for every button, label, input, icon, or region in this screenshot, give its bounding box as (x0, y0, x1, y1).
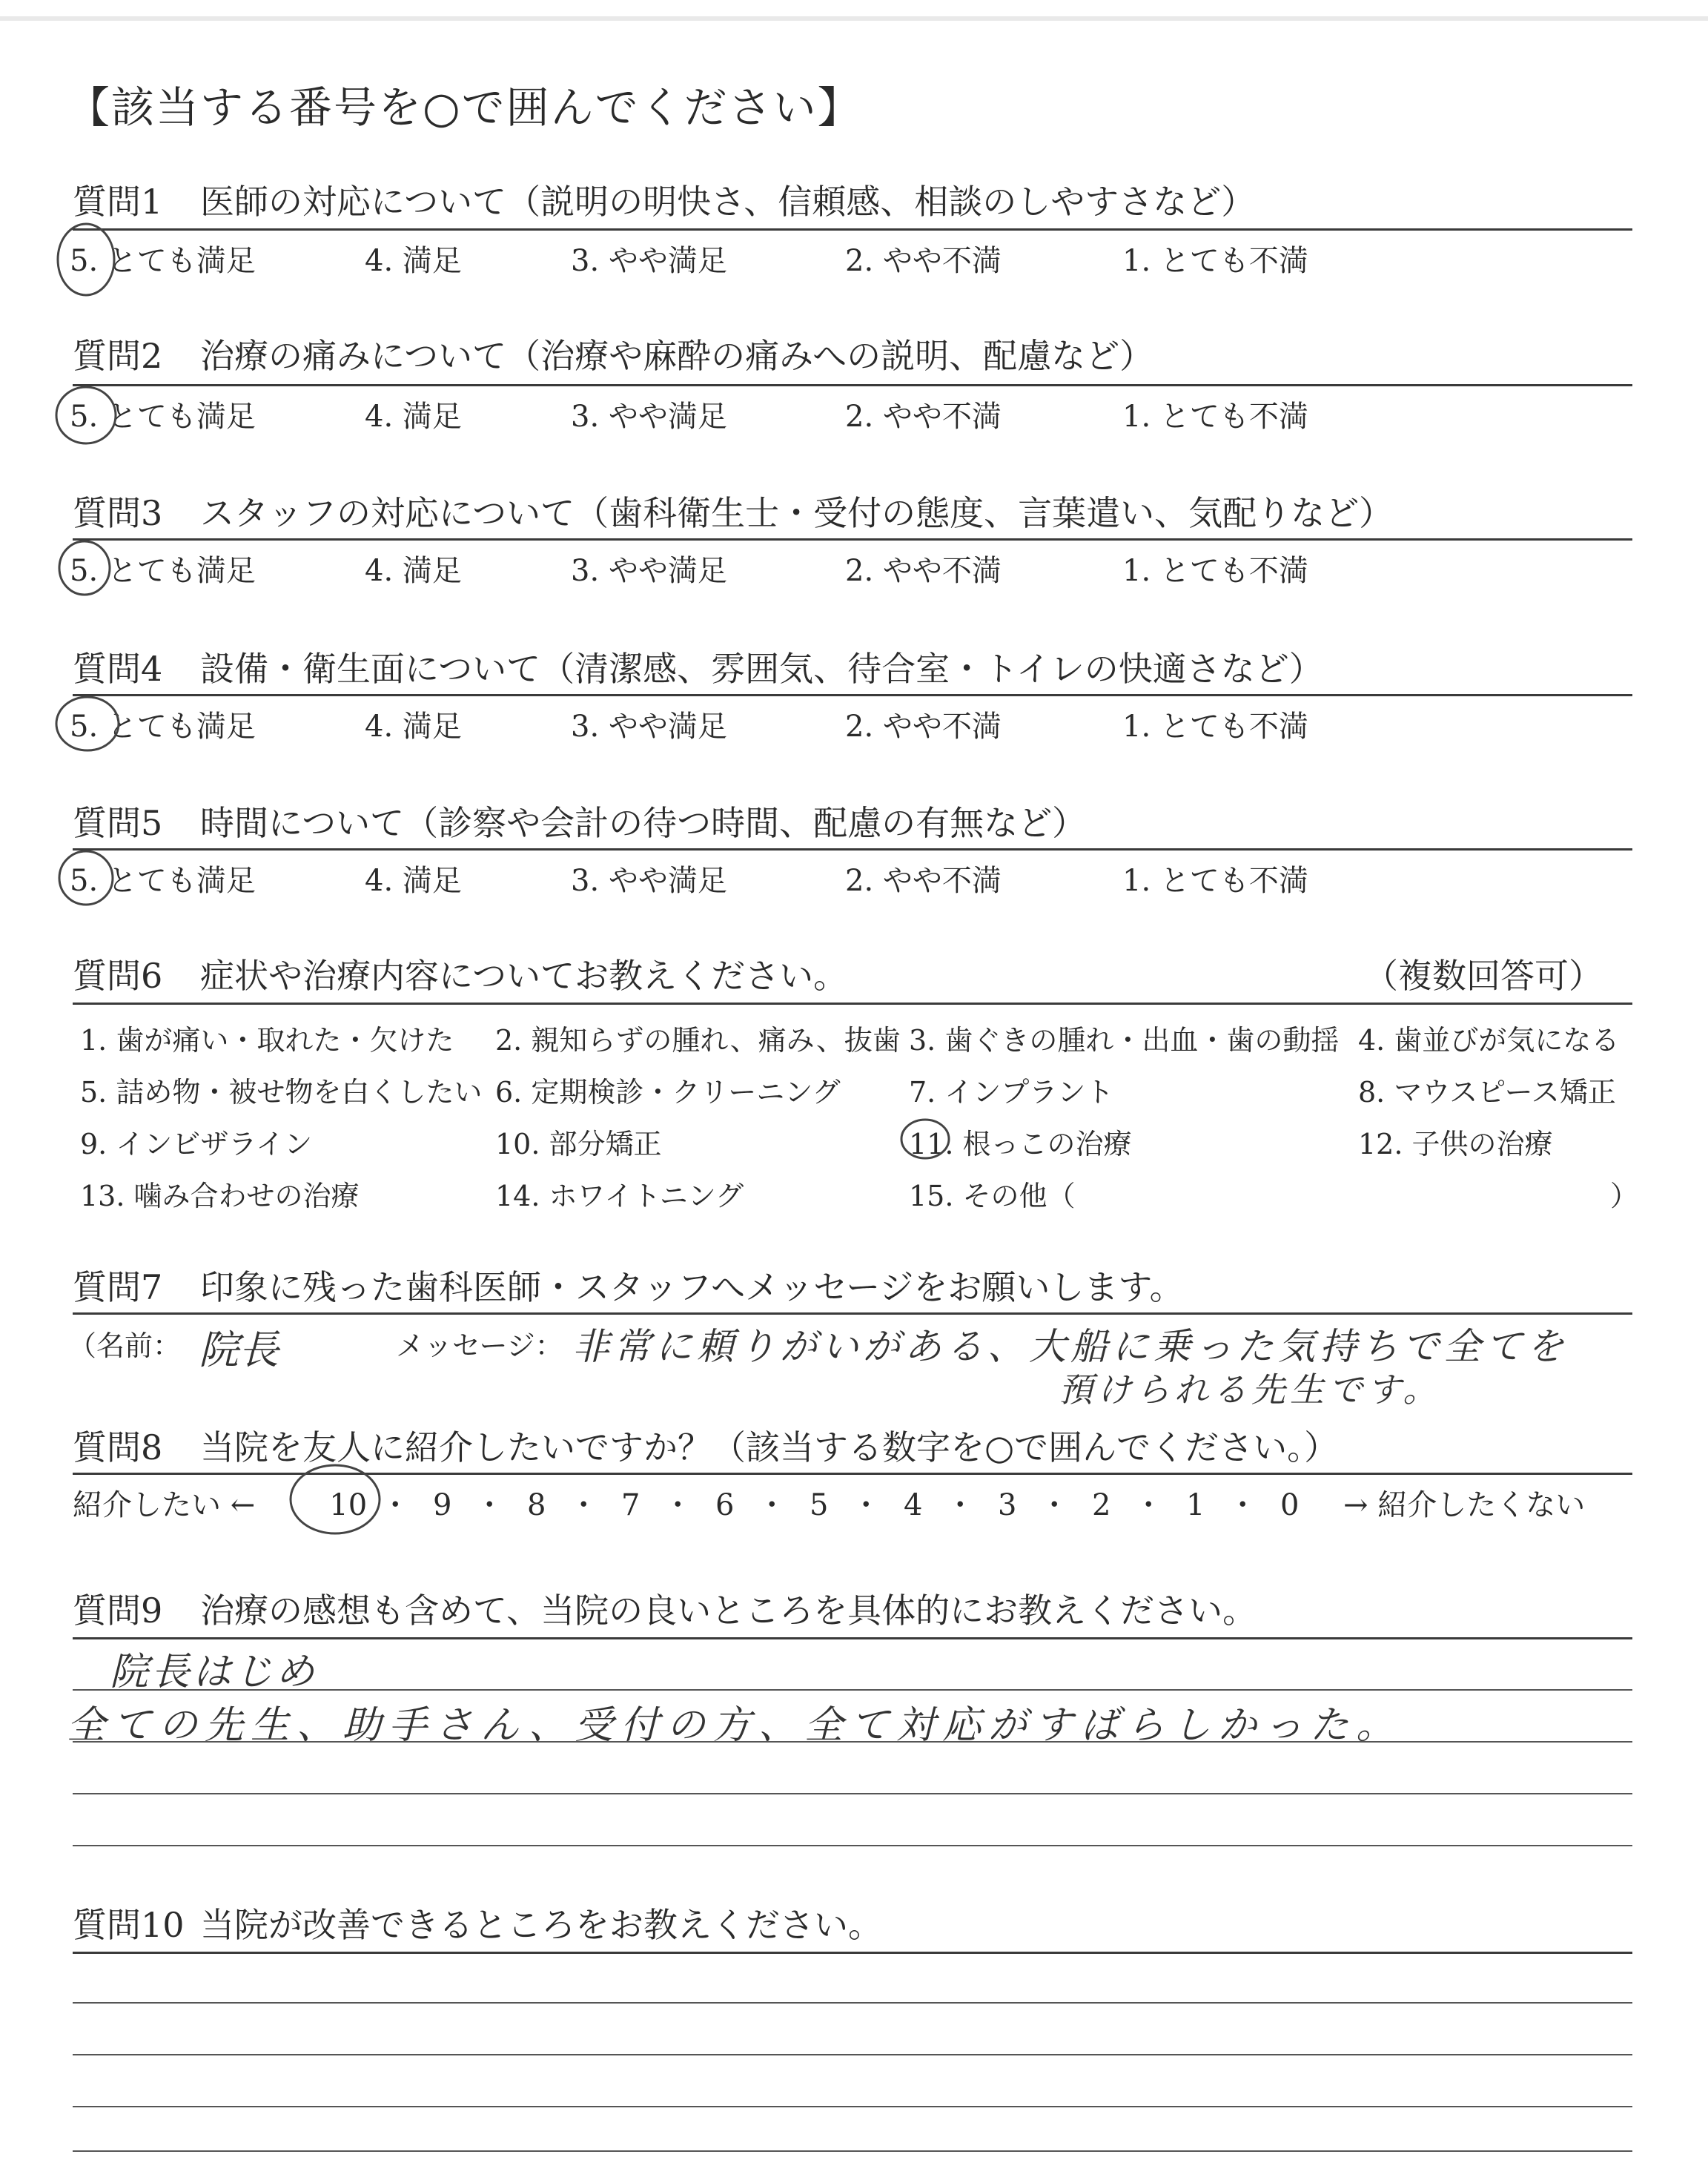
symptom-item-4[interactable]: 4. 歯並びが気になる (1358, 1024, 1620, 1057)
question-text: 当院が改善できるところをお教えください。 (200, 1905, 882, 1945)
symptom-item-12[interactable]: 12. 子供の治療 (1358, 1128, 1553, 1160)
q2-option-4[interactable]: 4. 満足 (365, 400, 462, 434)
question-text: 医師の対応について（説明の明快さ、信頼感、相談のしやすさなど） (200, 182, 1256, 222)
scale-dot: ・ (380, 1488, 411, 1522)
question-number: 質問5 (73, 803, 163, 843)
handwritten-answer-line-2[interactable]: 全ての先生、助手さん、受付の方、全て対応がすばらしかった。 (67, 1703, 1403, 1748)
question-text: 治療の痛みについて（治療や麻酔の痛みへの説明、配慮など） (200, 336, 1154, 376)
symptom-item-8[interactable]: 8. マウスピース矯正 (1358, 1076, 1616, 1109)
scale-dot: ・ (663, 1488, 693, 1522)
q1-selection-circle (58, 224, 114, 295)
scale-dot: ・ (1133, 1488, 1164, 1522)
q5-option-3[interactable]: 3. やや満足 (571, 864, 727, 898)
scale-2[interactable]: 2 (1092, 1488, 1111, 1522)
scale-1[interactable]: 1 (1186, 1488, 1205, 1522)
q3-option-1[interactable]: 1. とても不満 (1122, 554, 1308, 588)
symptom-item-6[interactable]: 6. 定期検診・クリーニング (495, 1076, 841, 1109)
question-number: 質問4 (73, 649, 163, 689)
q8-selection-circle (291, 1465, 380, 1533)
question-text: 当院を友人に紹介したいですか？（該当する数字を○で囲んでください。） (200, 1427, 1339, 1467)
scale-dot: ・ (757, 1488, 787, 1522)
q2-selection-circle (56, 387, 116, 443)
q3-option-4[interactable]: 4. 満足 (365, 554, 462, 588)
q1-option-1[interactable]: 1. とても不満 (1122, 244, 1308, 278)
scale-0[interactable]: 0 (1280, 1488, 1300, 1522)
handwritten-message-line-1[interactable]: 非常に頼りがいがある、大船に乗った気持ちで全てを (572, 1325, 1569, 1368)
scale-dot: ・ (1039, 1488, 1070, 1522)
question-number: 質問2 (73, 336, 163, 376)
q3-option-5[interactable]: 5. とても満足 (70, 554, 256, 588)
scale-8[interactable]: 8 (527, 1488, 546, 1522)
scale-dot: ・ (1228, 1488, 1258, 1522)
q2-option-2[interactable]: 2. やや不満 (845, 400, 1002, 434)
q2-option-1[interactable]: 1. とても不満 (1122, 400, 1308, 434)
scale-9[interactable]: 9 (433, 1488, 452, 1522)
question-number: 質問1 (73, 182, 163, 222)
q4-option-1[interactable]: 1. とても不満 (1122, 710, 1308, 744)
scale-3[interactable]: 3 (998, 1488, 1017, 1522)
scale-dot: ・ (851, 1488, 881, 1522)
q3-selection-circle (59, 541, 110, 595)
q4-option-4[interactable]: 4. 満足 (365, 710, 462, 744)
handwritten-message-line-2[interactable]: 預けられる先生です。 (1059, 1370, 1442, 1410)
scale-4[interactable]: 4 (904, 1488, 923, 1522)
other-close-paren: ） (1610, 1180, 1639, 1212)
question-number: 質問9 (73, 1591, 163, 1631)
multiple-answer-note: （複数回答可） (1364, 956, 1603, 996)
question-number: 質問10 (73, 1905, 185, 1945)
scale-5[interactable]: 5 (810, 1488, 829, 1522)
question-text: スタッフの対応について（歯科衛生士・受付の態度、言葉遣い、気配りなど） (200, 493, 1394, 533)
scale-dot: ・ (945, 1488, 976, 1522)
symptom-item-10[interactable]: 10. 部分矯正 (495, 1128, 662, 1160)
q1-option-2[interactable]: 2. やや不満 (845, 244, 1002, 278)
q6-item-11-selection-circle (901, 1120, 949, 1158)
symptom-item-3[interactable]: 3. 歯ぐきの腫れ・出血・歯の動揺 (909, 1024, 1340, 1057)
symptom-item-9[interactable]: 9. インビザライン (80, 1128, 313, 1160)
scale-6[interactable]: 6 (715, 1488, 735, 1522)
q1-option-5[interactable]: 5. とても満足 (70, 244, 256, 278)
q5-option-1[interactable]: 1. とても不満 (1122, 864, 1308, 898)
q1-option-3[interactable]: 3. やや満足 (571, 244, 727, 278)
q5-option-5[interactable]: 5. とても満足 (70, 864, 256, 898)
q5-option-2[interactable]: 2. やや不満 (845, 864, 1002, 898)
symptom-item-2[interactable]: 2. 親知らずの腫れ、痛み、抜歯 (495, 1024, 901, 1057)
question-text: 設備・衛生面について（清潔感、雰囲気、待合室・トイレの快適さなど） (200, 649, 1323, 689)
question-text: 治療の感想も含めて、当院の良いところを具体的にお教えください。 (200, 1591, 1257, 1631)
scale-10[interactable]: 10 (329, 1488, 368, 1522)
symptom-item-7[interactable]: 7. インプラント (909, 1076, 1114, 1109)
page-title: 【該当する番号を○で囲んでください】 (67, 82, 862, 133)
symptom-item-1[interactable]: 1. 歯が痛い・取れた・欠けた (80, 1024, 454, 1057)
symptom-item-5[interactable]: 5. 詰め物・被せ物を白くしたい (80, 1076, 483, 1109)
q2-option-5[interactable]: 5. とても満足 (70, 400, 256, 434)
question-number: 質問7 (73, 1267, 163, 1307)
question-text: 印象に残った歯科医師・スタッフへメッセージをお願いします。 (200, 1267, 1184, 1307)
handwritten-name[interactable]: 院長 (199, 1327, 279, 1373)
q3-option-2[interactable]: 2. やや不満 (845, 554, 1002, 588)
question-text: 時間について（診察や会計の待つ時間、配慮の有無など） (200, 803, 1087, 843)
message-label: メッセージ： (396, 1330, 563, 1362)
symptom-item-15[interactable]: 15. その他（ (909, 1180, 1076, 1212)
q2-option-3[interactable]: 3. やや満足 (571, 400, 727, 434)
scale-7[interactable]: 7 (621, 1488, 640, 1522)
scale-right-label: → 紹介したくない (1343, 1488, 1586, 1522)
scale-dot: ・ (474, 1488, 505, 1522)
q4-option-2[interactable]: 2. やや不満 (845, 710, 1002, 744)
q4-option-3[interactable]: 3. やや満足 (571, 710, 727, 744)
q1-option-4[interactable]: 4. 満足 (365, 244, 462, 278)
q5-selection-circle (59, 851, 113, 905)
question-number: 質問6 (73, 956, 163, 996)
symptom-item-11[interactable]: 11. 根っこの治療 (909, 1128, 1132, 1160)
q4-selection-circle (56, 697, 119, 750)
question-text: 症状や治療内容についてお教えください。 (200, 956, 848, 996)
symptom-item-13[interactable]: 13. 噛み合わせの治療 (80, 1180, 360, 1212)
scale-left-label: 紹介したい ← (73, 1488, 256, 1522)
q4-option-5[interactable]: 5. とても満足 (70, 710, 256, 744)
question-number: 質問3 (73, 493, 163, 533)
scale-dot: ・ (569, 1488, 599, 1522)
symptom-item-14[interactable]: 14. ホワイトニング (495, 1180, 744, 1212)
name-label: （名前： (68, 1330, 182, 1362)
handwritten-answer-line-1[interactable]: 院長はじめ (110, 1650, 318, 1694)
q3-option-3[interactable]: 3. やや満足 (571, 554, 727, 588)
question-number: 質問8 (73, 1427, 163, 1467)
q5-option-4[interactable]: 4. 満足 (365, 864, 462, 898)
